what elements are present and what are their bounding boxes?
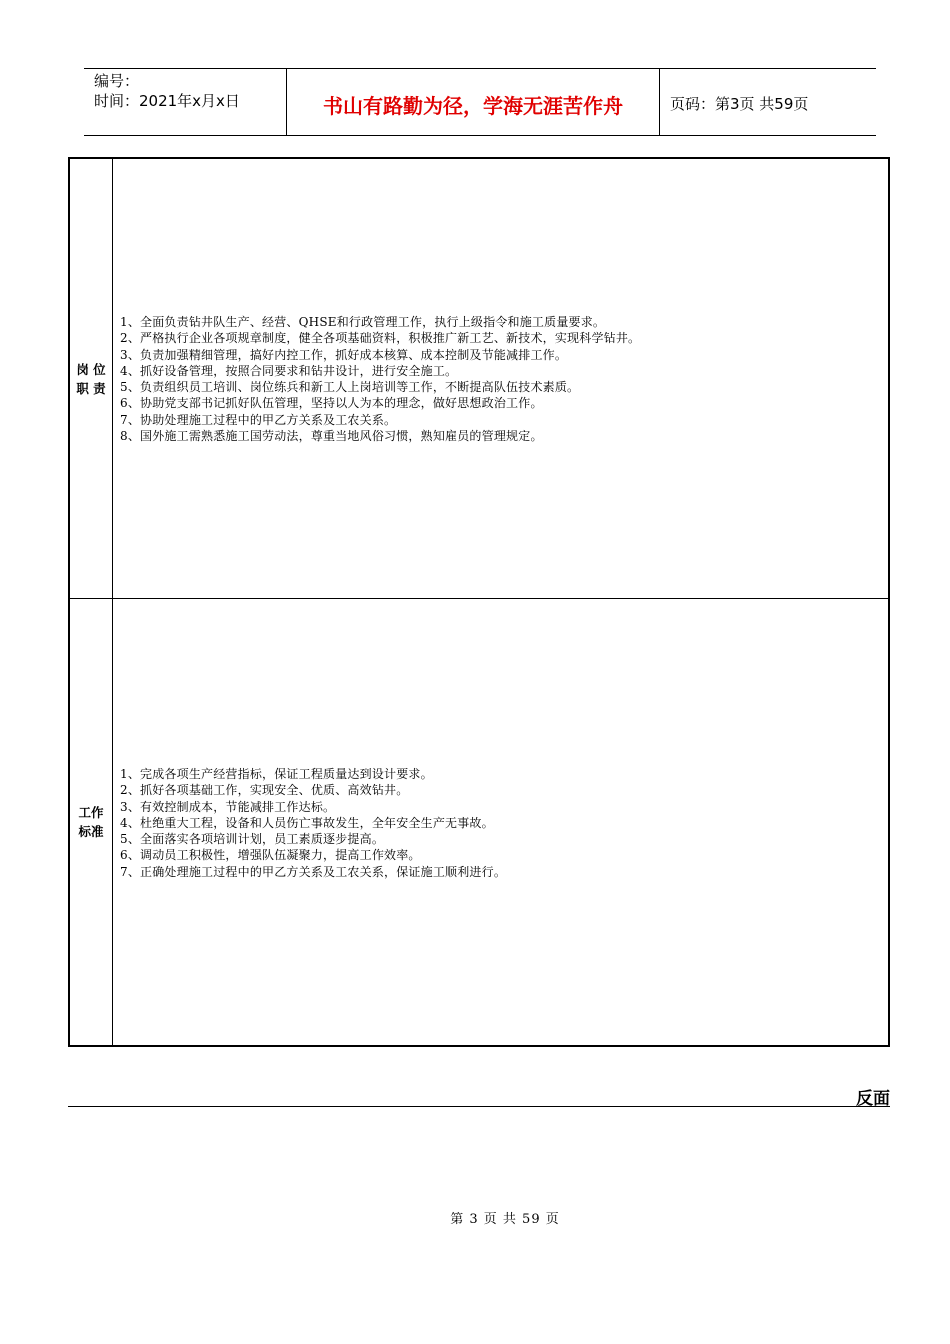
standards-label: 工作 标准 xyxy=(70,599,113,1045)
standard-item: 5、全面落实各项培训计划，员工素质逐步提高。 xyxy=(120,832,385,847)
divider xyxy=(68,1106,890,1107)
header-page-number: 页码：第3页 共59页 xyxy=(670,94,809,113)
page-header xyxy=(84,68,876,136)
duty-item: 2、严格执行企业各项规章制度，健全各项基础资料，积极推广新工艺、新技术，实现科学钻井。 xyxy=(120,331,641,346)
number-label: 编号： xyxy=(94,72,140,90)
duties-label: 岗 位 职 责 xyxy=(70,159,113,598)
duty-item: 3、负责加强精细管理，搞好内控工作，抓好成本核算、成本控制及节能减排工作。 xyxy=(120,347,568,362)
standards-row xyxy=(70,599,888,1045)
standard-item: 1、完成各项生产经营指标，保证工程质量达到设计要求。 xyxy=(120,767,433,781)
duty-item: 6、协助党支部书记抓好队伍管理，坚持以人为本的理念，做好思想政治工作。 xyxy=(120,396,543,411)
duties-list xyxy=(120,314,882,444)
standard-item: 2、抓好各项基础工作，实现安全、优质、高效钻井。 xyxy=(120,783,409,798)
header-info xyxy=(84,69,286,135)
page-footer: 第 3 页 共 59 页 xyxy=(450,1212,560,1227)
back-side-label: 反面 xyxy=(856,1089,890,1109)
duty-item: 1、全面负责钻井队生产、经营、QHSE和行政管理工作，执行上级指令和施工质量要求。 xyxy=(120,315,606,329)
duty-item: 5、负责组织员工培训、岗位练兵和新工人上岗培训等工作，不断提高队伍技术素质。 xyxy=(120,380,580,395)
standard-item: 6、调动员工积极性，增强队伍凝聚力，提高工作效率。 xyxy=(120,848,421,863)
standard-item: 3、有效控制成本，节能减排工作达标。 xyxy=(120,799,336,814)
duty-item: 7、协助处理施工过程中的甲乙方关系及工农关系。 xyxy=(120,412,397,427)
standard-item: 4、杜绝重大工程，设备和人员伤亡事故发生，全年安全生产无事故。 xyxy=(120,815,494,830)
header-motto: 书山有路勤为径，学海无涯苦作舟 xyxy=(286,69,660,135)
standard-item: 7、正确处理施工过程中的甲乙方关系及工农关系，保证施工顺利进行。 xyxy=(120,864,507,879)
duty-item: 8、国外施工需熟悉施工国劳动法，尊重当地风俗习惯，熟知雇员的管理规定。 xyxy=(120,429,543,444)
duty-item: 4、抓好设备管理，按照合同要求和钻井设计，进行安全施工。 xyxy=(120,363,458,378)
duties-row xyxy=(70,159,888,599)
time-label: 时间：2021年x月x日 xyxy=(94,92,240,110)
responsibility-table xyxy=(68,157,890,1047)
standards-list xyxy=(120,766,882,880)
